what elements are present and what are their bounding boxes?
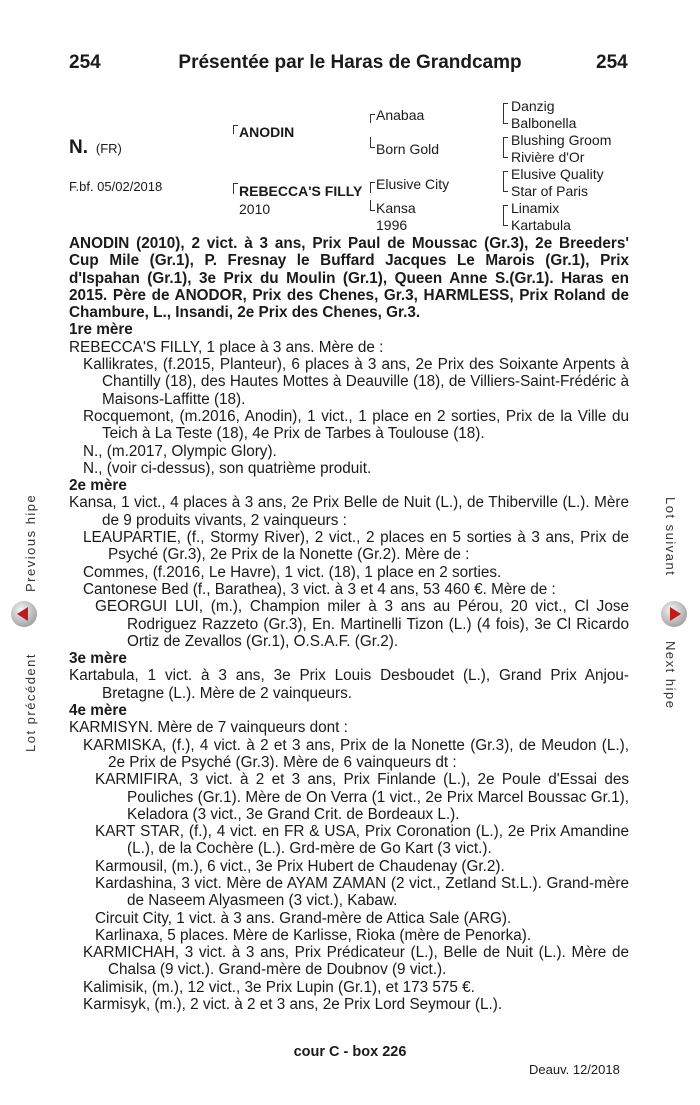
lot-number-right: 254 xyxy=(596,52,628,73)
page-title: Présentée par le Haras de Grandcamp xyxy=(178,52,522,73)
dam-year: 2010 xyxy=(239,201,271,217)
progeny-item: LEAUPARTIE, (f., Stormy River), 2 vict., 2 places en 5 sorties à 3 ans, Prix de Psyché (Gr.3), 2e Prix de la Nonette (Gr.2). Mère de : xyxy=(83,529,629,564)
lot-number-left: 254 xyxy=(69,52,101,73)
dam-dam-year: 1996 xyxy=(376,217,408,233)
progeny-item: Cantonese Bed (f., Barathea), 3 vict. à 3 et 4 ans, 53 460 €. Mère de : xyxy=(83,580,556,598)
ggp-4: Rivière d'Or xyxy=(511,149,585,165)
ggp-3: Blushing Groom xyxy=(511,132,612,148)
sire-summary: ANODIN (2010), 2 vict. à 3 ans, Prix Paul de Moussac (Gr.3), 2e Breeders' Cup Mile (Gr.1), P. Fresnay le Buffard Jacques Le Marois (Gr.1), Prix d'Ispahan (Gr.1), 3e Prix du Moulin (Gr.1), Queen Anne S.(Gr.1). Haras en 2015. Père de ANODOR, Prix des Chenes, Gr.3, HARMLESS, Prix Roland de Chambure, L., Insandi, 2e Prix des Chenes, Gr.3. xyxy=(69,235,629,322)
bracket xyxy=(370,114,375,123)
dam2-intro: Kansa, 1 vict., 4 places à 3 ans, 2e Prix Belle de Nuit (L.), de Thiberville (L.). Mère de 9 produits vivants, 2 vainqueurs : xyxy=(69,494,629,529)
progeny-item: Karlinaxa, 5 places. Mère de Karlisse, Rioka (mère de Penorka). xyxy=(95,926,532,944)
bracket xyxy=(233,125,238,134)
progeny-item: KARMISKA, (f.), 4 vict. à 2 et 3 ans, Prix de la Nonette (Gr.3), de Meudon (L.), 2e Prix de Psyché (Gr.3). Mère de 6 vainqueurs dt : xyxy=(83,736,629,771)
section-title-dam4: 4e mère xyxy=(69,702,127,720)
progeny-item: Karmisyk, (m.), 2 vict. à 2 et 3 ans, 2e Prix Lord Seymour (L.). xyxy=(83,996,503,1014)
progeny-item: Kallikrates, (f.2015, Planteur), 6 places à 3 ans, 2e Prix des Soixante Arpents à Chantilly (18), des Hautes Mottes à Deauville (18), de Villiers-Saint-Frédéric à Maisons-Laffitte (18). xyxy=(83,356,629,408)
bracket xyxy=(503,137,508,158)
dam-dam: Kansa xyxy=(376,200,416,216)
progeny-item: KARMICHAH, 3 vict. à 3 ans, Prix Prédicateur (L.), Belle de Nuit (L.). Mère de Chalsa (9 vict.). Grand-mère de Doubnov (9 vict.). xyxy=(83,944,629,979)
previous-arrow-icon[interactable] xyxy=(11,601,37,627)
catalogue-text xyxy=(69,235,629,1013)
horse-name: N. xyxy=(69,137,88,158)
previous-lot-label-fr[interactable]: Lot précédent xyxy=(23,652,38,752)
horse-info: F.bf. 05/02/2018 xyxy=(69,179,163,194)
section-title-dam2: 2e mère xyxy=(69,477,127,495)
progeny-item: Karmousil, (m.), 6 vict., 3e Prix Hubert de Chaudenay (Gr.2). xyxy=(95,857,505,875)
sire-dam: Born Gold xyxy=(376,141,440,157)
bracket xyxy=(503,205,508,226)
progeny-item: KARMIFIRA, 3 vict. à 2 et 3 ans, Prix Finlande (L.), 2e Poule d'Essai des Pouliches (Gr.1). Mère de On Verra (1 vict., 2e Prix Marcel Boussac Gr.1), Keladora (3 vict., 3e Grand Crit. de Bordeaux L.). xyxy=(95,771,629,823)
bracket xyxy=(370,182,375,193)
next-lot-label-fr[interactable]: Lot suivant xyxy=(663,497,678,577)
progeny-item: Kardashina, 3 vict. Mère de AYAM ZAMAN (2 vict., Zetland St.L.). Grand-mère de Naseem Alyasmeen (3 vict.), Kabaw. xyxy=(95,874,629,910)
ggp-2: Balbonella xyxy=(511,115,577,131)
ggp-5: Elusive Quality xyxy=(511,166,604,182)
bracket xyxy=(503,171,508,192)
progeny-item: Commes, (f.2016, Le Havre), 1 vict. (18), 1 place en 2 sorties. xyxy=(83,563,502,581)
progeny-item: Kalimisik, (m.), 12 vict., 3e Prix Lupin (Gr.1), et 173 575 €. xyxy=(83,978,475,996)
horse-id xyxy=(69,137,122,158)
ggp-7: Linamix xyxy=(511,200,560,216)
section-title-dam3: 3e mère xyxy=(69,650,127,668)
sale-reference: Deauv. 12/2018 xyxy=(529,1062,620,1077)
box-location: cour C - box 226 xyxy=(293,1044,407,1060)
dam1-intro: REBECCA'S FILLY, 1 place à 3 ans. Mère de : xyxy=(69,338,384,356)
progeny-item: Rocquemont, (m.2016, Anodin), 1 vict., 1 place en 2 sorties, Prix de la Ville du Teich à La Teste (18), 4e Prix de Tarbes à Toulouse (18). xyxy=(83,407,629,443)
dam4-intro: KARMISYN. Mère de 7 vainqueurs dont : xyxy=(69,719,348,737)
sire: ANODIN xyxy=(239,124,295,140)
ggp-6: Star of Paris xyxy=(511,183,589,199)
progeny-item: GEORGUI LUI, (m.), Champion miler à 3 ans au Pérou, 20 vict., Cl Jose Rodriguez Razzeto (Gr.3), En. Martinelli Tizon (L.) (4 fois), 3e Cl Ricardo Ortiz de Zevallos (Gr.1), O.S.A.F. (Gr.2). xyxy=(95,598,629,650)
dam: REBECCA'S FILLY xyxy=(239,183,363,199)
progeny-item: Circuit City, 1 vict. à 3 ans. Grand-mère de Attica Sale (ARG). xyxy=(95,909,512,927)
bracket xyxy=(370,200,375,211)
section-title-dam1: 1re mère xyxy=(69,321,133,339)
next-lot-label-en[interactable]: Next hipe xyxy=(663,641,678,710)
progeny-item: KART STAR, (f.), 4 vict. en FR & USA, Prix Coronation (L.), 2e Prix Amandine (L.), de la Cochère (L.). Grd-mère de Go Kart (3 vict.). xyxy=(95,823,629,858)
bracket xyxy=(503,103,508,124)
sire-sire: Anabaa xyxy=(376,107,425,123)
progeny-item: N., (voir ci-dessus), son quatrième produit. xyxy=(83,459,372,477)
progeny-item: N., (m.2017, Olympic Glory). xyxy=(83,442,277,460)
horse-country: (FR) xyxy=(95,141,122,156)
ggp-8: Kartabula xyxy=(511,217,571,233)
dam3-text: Kartabula, 1 vict. à 3 ans, 3e Prix Louis Desboudet (L.), Grand Prix Anjou-Bretagne (L.). Mère de 2 vainqueurs. xyxy=(69,667,629,702)
previous-lot-label-en[interactable]: Previous hipe xyxy=(23,493,38,592)
next-arrow-icon[interactable] xyxy=(661,601,687,627)
dam-sire: Elusive City xyxy=(376,176,450,192)
ggp-1: Danzig xyxy=(511,98,555,114)
bracket xyxy=(370,137,375,148)
bracket xyxy=(233,183,238,194)
